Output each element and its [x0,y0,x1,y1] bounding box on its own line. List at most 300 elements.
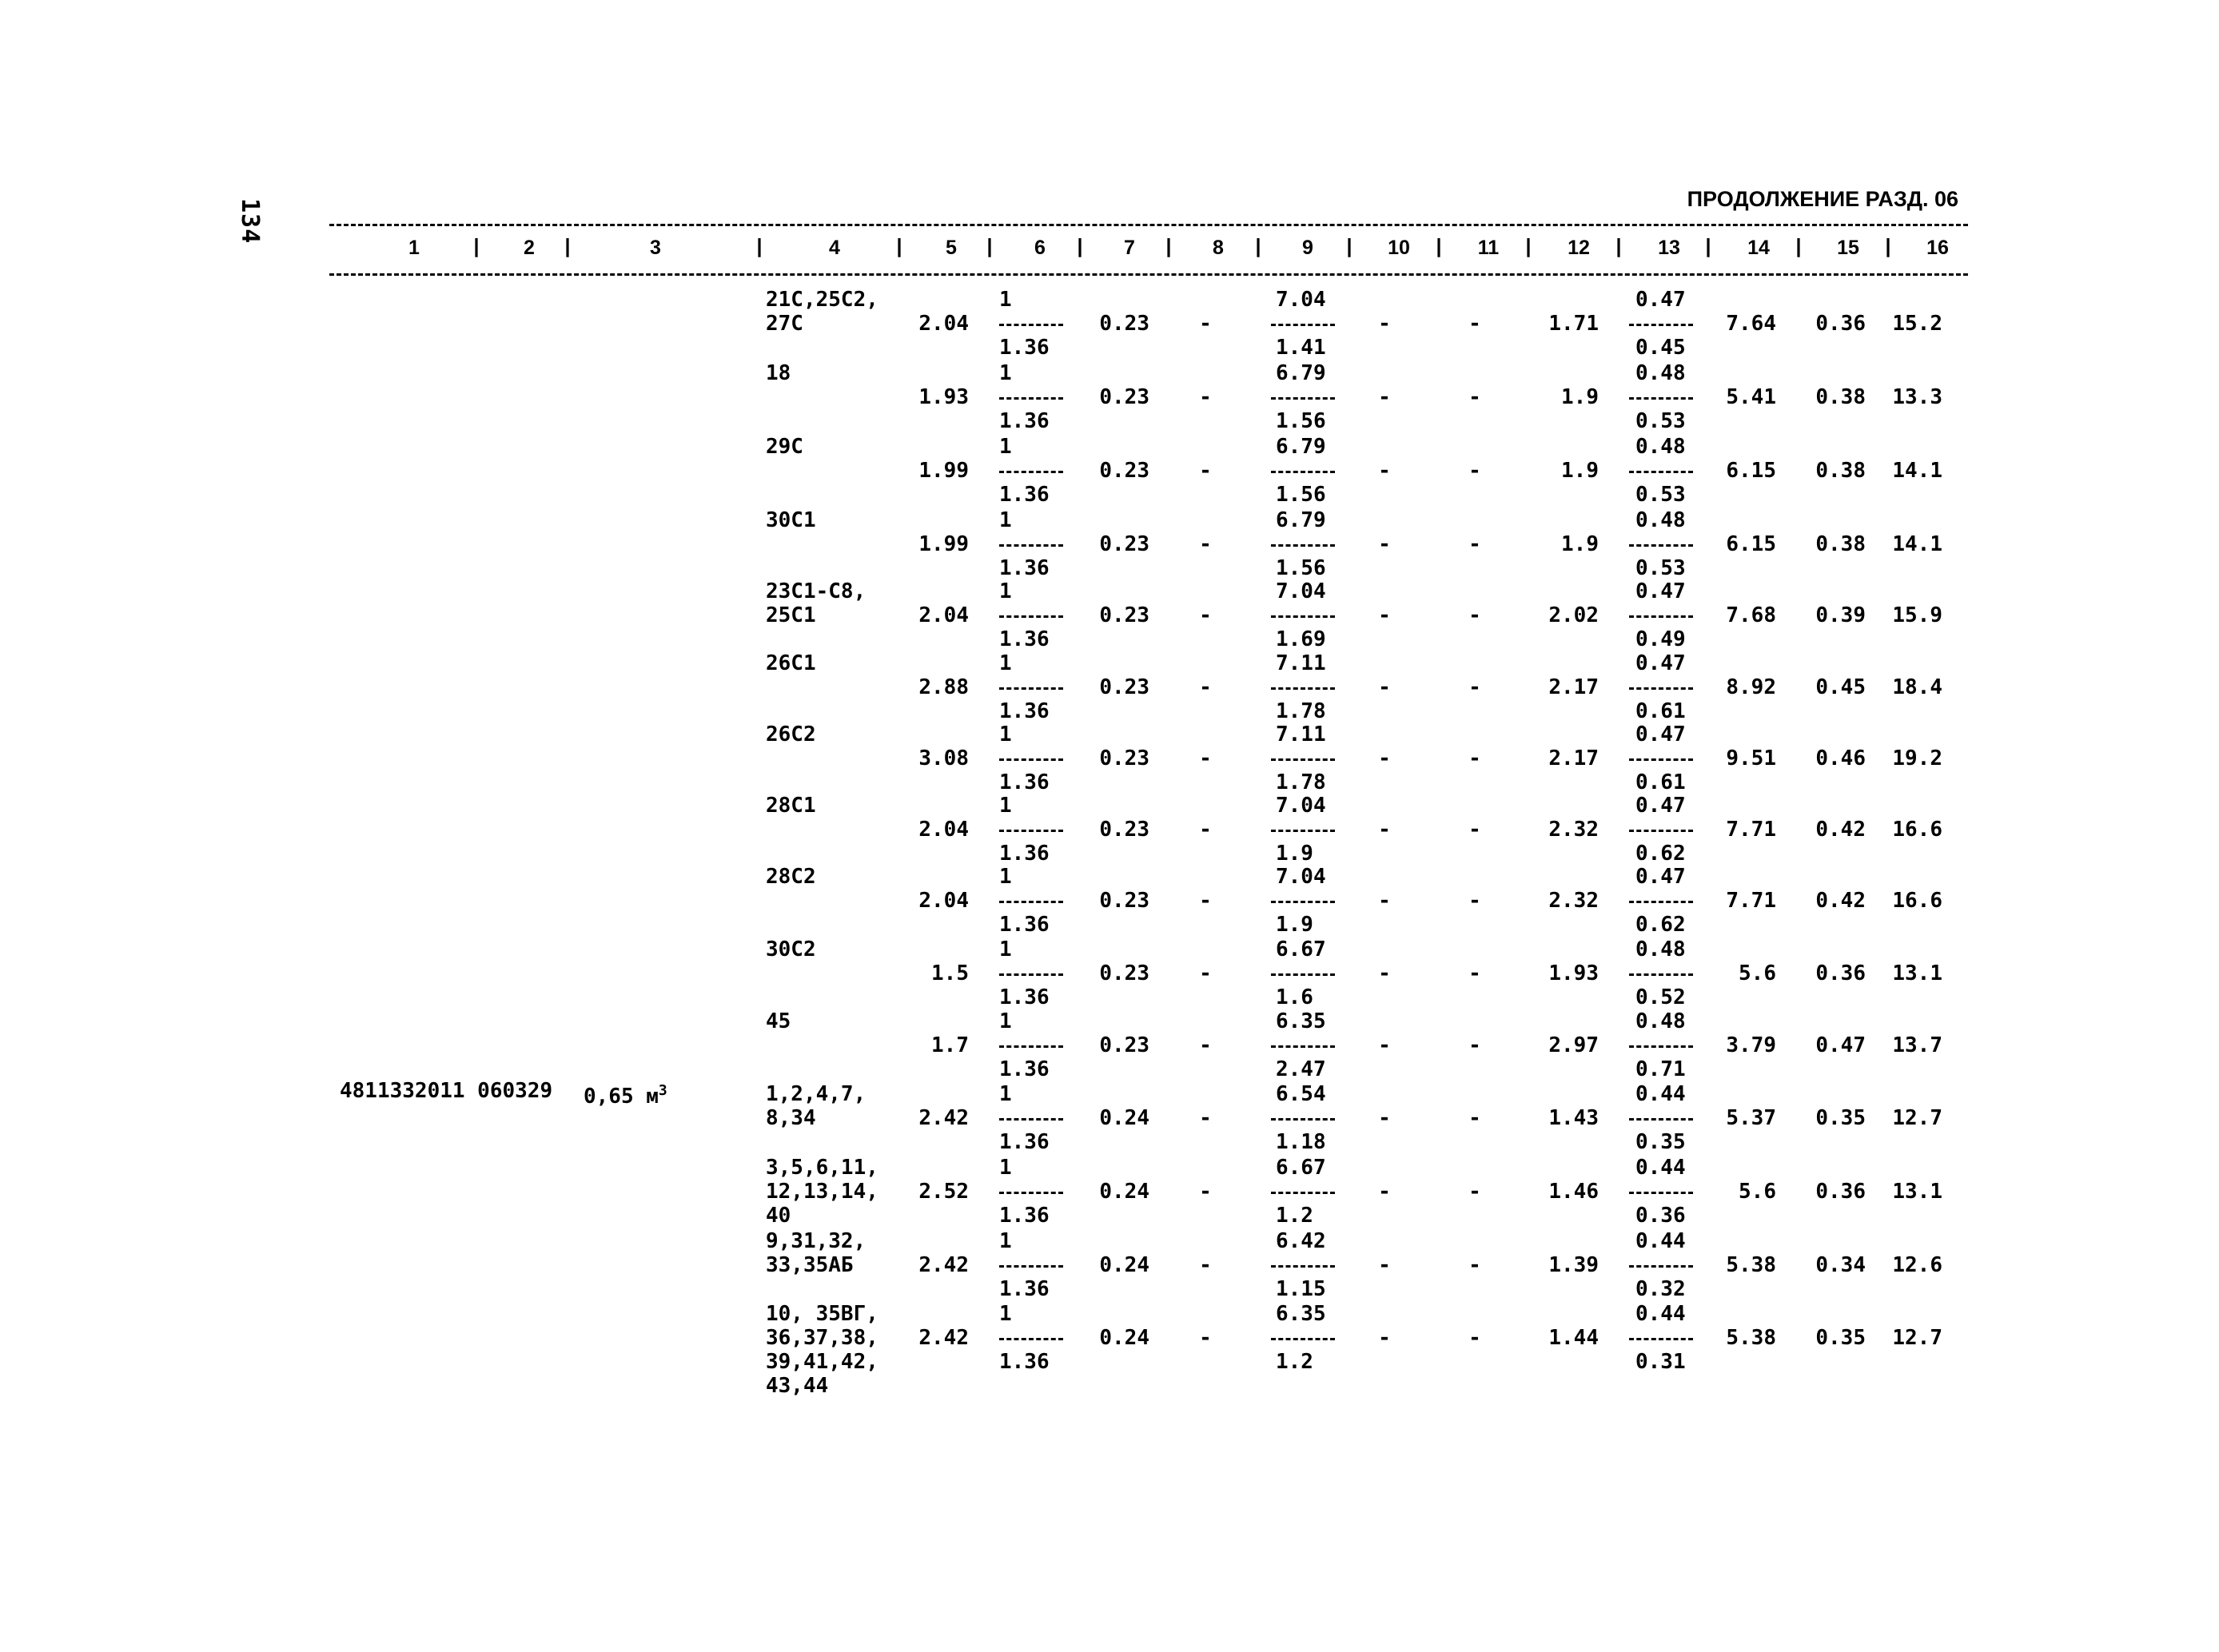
col5-value: 1.93 [918,385,969,409]
col13-numerator: 0.47 [1635,288,1686,312]
col6-fraction-bar [999,973,1063,976]
col6-fraction-bar [999,1265,1063,1268]
col4-label: 27С [766,312,803,336]
header-separator: | [1525,235,1532,257]
col13-fraction-bar [1629,1118,1693,1121]
col13-denominator: 0.49 [1635,627,1686,651]
col14-value: 5.6 [1739,961,1776,985]
col9-numerator: 6.79 [1276,435,1326,459]
col5-value: 1.99 [918,532,969,556]
header-col-1: 1 [408,237,420,259]
col10-dash: - [1378,1106,1391,1130]
col6-denominator: 1.36 [999,1277,1050,1301]
col6-numerator: 1 [999,579,1012,603]
header-col-4: 4 [829,237,840,259]
col12-value: 1.9 [1561,532,1599,556]
col9-numerator: 6.54 [1276,1082,1326,1106]
col11-dash: - [1468,675,1481,699]
col16-value: 12.6 [1892,1253,1942,1277]
col9-numerator: 6.42 [1276,1229,1326,1253]
col14-value: 8.92 [1726,675,1776,699]
col6-fraction-bar [999,615,1063,618]
header-separator: | [1346,235,1353,257]
col14-value: 7.68 [1726,603,1776,627]
col6-denominator: 1.36 [999,1130,1050,1154]
header-col-5: 5 [946,237,957,259]
col7-value: 0.23 [1099,603,1149,627]
col10-dash: - [1378,532,1391,556]
col9-denominator: 1.2 [1276,1350,1313,1374]
col13-fraction-bar [1629,1338,1693,1340]
col6-numerator: 1 [999,1009,1012,1033]
col9-fraction-bar [1271,1265,1335,1268]
col12-value: 2.32 [1548,818,1599,842]
col6-fraction-bar [999,901,1063,903]
col4-label: 39,41,42, [766,1350,878,1374]
col4-label: 36,37,38, [766,1326,878,1350]
col9-fraction-bar [1271,1118,1335,1121]
col13-numerator: 0.47 [1635,579,1686,603]
col12-value: 1.46 [1548,1180,1599,1204]
col11-dash: - [1468,532,1481,556]
col11-dash: - [1468,818,1481,842]
col16-value: 16.6 [1892,889,1942,913]
col15-value: 0.42 [1815,818,1866,842]
col14-value: 5.41 [1726,385,1776,409]
col13-numerator: 0.44 [1635,1156,1686,1180]
col6-numerator: 1 [999,723,1012,746]
volume-text: 0,65 м [584,1085,659,1109]
col7-value: 0.24 [1099,1180,1149,1204]
col6-fraction-bar [999,544,1063,547]
col9-denominator: 1.69 [1276,627,1326,651]
header-separator: | [1795,235,1802,257]
col6-numerator: 1 [999,508,1012,532]
col11-dash: - [1468,459,1481,483]
col4-label: 9,31,32, [766,1229,866,1253]
col12-value: 1.44 [1548,1326,1599,1350]
col8-dash: - [1199,603,1212,627]
col13-denominator: 0.71 [1635,1057,1686,1081]
col10-dash: - [1378,675,1391,699]
col14-value: 7.71 [1726,889,1776,913]
header-col-3: 3 [650,237,661,259]
col14-value: 9.51 [1726,746,1776,770]
col9-numerator: 6.67 [1276,937,1326,961]
header-col-12: 12 [1568,237,1590,259]
col8-dash: - [1199,1326,1212,1350]
col7-value: 0.23 [1099,312,1149,336]
header-separator: | [1615,235,1622,257]
header-col-11: 11 [1477,237,1500,259]
col13-denominator: 0.31 [1635,1350,1686,1374]
col15-value: 0.35 [1815,1106,1866,1130]
col7-value: 0.23 [1099,1033,1149,1057]
col9-fraction-bar [1271,544,1335,547]
col9-fraction-bar [1271,901,1335,903]
col16-value: 18.4 [1892,675,1942,699]
col16-value: 13.1 [1892,1180,1942,1204]
col11-dash: - [1468,1253,1481,1277]
col13-numerator: 0.44 [1635,1082,1686,1106]
col13-fraction-bar [1629,687,1693,690]
col7-value: 0.23 [1099,818,1149,842]
col5-value: 2.42 [918,1253,969,1277]
col13-denominator: 0.35 [1635,1130,1686,1154]
col5-value: 2.88 [918,675,969,699]
col10-dash: - [1378,961,1391,985]
col9-fraction-bar [1271,1192,1335,1194]
header-separator: | [564,235,571,257]
col16-value: 13.1 [1892,961,1942,985]
col6-numerator: 1 [999,1156,1012,1180]
col10-dash: - [1378,1253,1391,1277]
col14-value: 5.6 [1739,1180,1776,1204]
col9-fraction-bar [1271,758,1335,761]
col6-denominator: 1.36 [999,1057,1050,1081]
col9-denominator: 2.47 [1276,1057,1326,1081]
col9-denominator: 1.56 [1276,483,1326,507]
col6-fraction-bar [999,1338,1063,1340]
col5-value: 2.52 [918,1180,969,1204]
header-col-16: 16 [1926,237,1949,259]
col8-dash: - [1199,746,1212,770]
col9-fraction-bar [1271,1045,1335,1048]
col6-fraction-bar [999,830,1063,832]
col9-denominator: 1.18 [1276,1130,1326,1154]
col12-value: 1.43 [1548,1106,1599,1130]
col6-denominator: 1.36 [999,985,1050,1009]
col9-numerator: 6.35 [1276,1302,1326,1326]
col8-dash: - [1199,1253,1212,1277]
col10-dash: - [1378,1326,1391,1350]
col15-value: 0.36 [1815,312,1866,336]
col10-dash: - [1378,603,1391,627]
col13-denominator: 0.53 [1635,556,1686,580]
col9-fraction-bar [1271,1338,1335,1340]
col11-dash: - [1468,1326,1481,1350]
col6-fraction-bar [999,758,1063,761]
col6-fraction-bar [999,471,1063,473]
col7-value: 0.23 [1099,961,1149,985]
header-separator: | [986,235,993,257]
col5-value: 1.99 [918,459,969,483]
header-separator: | [1165,235,1172,257]
col4-label: 12,13,14, [766,1180,878,1204]
col9-numerator: 6.79 [1276,361,1326,385]
col4-label: 25С1 [766,603,816,627]
col13-fraction-bar [1629,901,1693,903]
col8-dash: - [1199,889,1212,913]
col9-numerator: 7.04 [1276,794,1326,818]
volume-value [584,1079,667,1109]
col16-value: 12.7 [1892,1326,1942,1350]
col4-label: 18 [766,361,791,385]
header-col-9: 9 [1302,237,1313,259]
col10-dash: - [1378,818,1391,842]
col11-dash: - [1468,603,1481,627]
col15-value: 0.47 [1815,1033,1866,1057]
col15-value: 0.36 [1815,961,1866,985]
col7-value: 0.23 [1099,746,1149,770]
col6-numerator: 1 [999,1302,1012,1326]
col16-value: 16.6 [1892,818,1942,842]
col16-value: 13.7 [1892,1033,1942,1057]
col6-denominator: 1.36 [999,336,1050,360]
col8-dash: - [1199,1033,1212,1057]
col12-value: 1.39 [1548,1253,1599,1277]
col4-label: 30С1 [766,508,816,532]
header-col-10: 10 [1388,237,1410,259]
col8-dash: - [1199,961,1212,985]
product-code: 4811332011 060329 [340,1079,553,1103]
col9-denominator: 1.15 [1276,1277,1326,1301]
header-separator: | [473,235,480,257]
col10-dash: - [1378,385,1391,409]
header-col-13: 13 [1658,237,1680,259]
col9-fraction-bar [1271,615,1335,618]
col5-value: 2.04 [918,603,969,627]
col13-denominator: 0.52 [1635,985,1686,1009]
col11-dash: - [1468,961,1481,985]
col13-fraction-bar [1629,973,1693,976]
col13-numerator: 0.47 [1635,651,1686,675]
col13-denominator: 0.36 [1635,1204,1686,1228]
col5-value: 3.08 [918,746,969,770]
col14-value: 7.71 [1726,818,1776,842]
col13-denominator: 0.53 [1635,483,1686,507]
col15-value: 0.35 [1815,1326,1866,1350]
col13-fraction-bar [1629,1265,1693,1268]
col6-numerator: 1 [999,1082,1012,1106]
col16-value: 12.7 [1892,1106,1942,1130]
volume-exponent: 3 [658,1082,667,1099]
col8-dash: - [1199,532,1212,556]
col4-label: 26С2 [766,723,816,746]
col15-value: 0.42 [1815,889,1866,913]
col14-value: 6.15 [1726,532,1776,556]
col4-label: 28С1 [766,794,816,818]
col16-value: 15.2 [1892,312,1942,336]
col12-value: 1.71 [1548,312,1599,336]
col7-value: 0.23 [1099,532,1149,556]
col9-fraction-bar [1271,397,1335,400]
col8-dash: - [1199,1106,1212,1130]
col4-label: 33,35АБ [766,1253,854,1277]
col7-value: 0.24 [1099,1106,1149,1130]
col14-value: 5.38 [1726,1253,1776,1277]
header-separator: | [1077,235,1083,257]
col10-dash: - [1378,746,1391,770]
header-col-6: 6 [1034,237,1046,259]
header-separator: | [1885,235,1891,257]
col16-value: 19.2 [1892,746,1942,770]
header-col-2: 2 [524,237,535,259]
col13-fraction-bar [1629,758,1693,761]
col5-value: 2.42 [918,1106,969,1130]
col5-value: 1.5 [931,961,969,985]
col13-denominator: 0.61 [1635,770,1686,794]
col9-fraction-bar [1271,687,1335,690]
col13-numerator: 0.47 [1635,865,1686,889]
col14-value: 5.37 [1726,1106,1776,1130]
col5-value: 2.04 [918,312,969,336]
col13-numerator: 0.47 [1635,794,1686,818]
col12-value: 2.97 [1548,1033,1599,1057]
col9-numerator: 7.11 [1276,651,1326,675]
header-col-8: 8 [1213,237,1224,259]
col15-value: 0.34 [1815,1253,1866,1277]
col6-denominator: 1.36 [999,699,1050,723]
header-separator: | [1255,235,1261,257]
header-col-14: 14 [1747,237,1770,259]
col7-value: 0.23 [1099,889,1149,913]
col12-value: 2.02 [1548,603,1599,627]
col6-fraction-bar [999,324,1063,326]
col14-value: 5.38 [1726,1326,1776,1350]
col14-value: 6.15 [1726,459,1776,483]
table-header-rule [329,273,1968,276]
col9-fraction-bar [1271,324,1335,326]
col11-dash: - [1468,385,1481,409]
col9-denominator: 1.9 [1276,842,1313,866]
col6-denominator: 1.36 [999,556,1050,580]
col6-numerator: 1 [999,937,1012,961]
col11-dash: - [1468,1033,1481,1057]
col6-fraction-bar [999,1192,1063,1194]
col13-fraction-bar [1629,397,1693,400]
col6-numerator: 1 [999,1229,1012,1253]
col4-label: 10, 35ВГ, [766,1302,878,1326]
col6-numerator: 1 [999,288,1012,312]
col6-denominator: 1.36 [999,409,1050,433]
col9-numerator: 7.11 [1276,723,1326,746]
col5-value: 2.04 [918,818,969,842]
col13-fraction-bar [1629,1045,1693,1048]
col13-fraction-bar [1629,324,1693,326]
col15-value: 0.38 [1815,385,1866,409]
col4-label: 8,34 [766,1106,816,1130]
col7-value: 0.23 [1099,385,1149,409]
col13-numerator: 0.48 [1635,508,1686,532]
col9-denominator: 1.9 [1276,913,1313,937]
col13-fraction-bar [1629,1192,1693,1194]
col6-fraction-bar [999,1045,1063,1048]
col10-dash: - [1378,1180,1391,1204]
col8-dash: - [1199,312,1212,336]
col16-value: 13.3 [1892,385,1942,409]
col9-numerator: 6.35 [1276,1009,1326,1033]
col8-dash: - [1199,459,1212,483]
col6-denominator: 1.36 [999,913,1050,937]
col4-label: 21С,25С2, [766,288,878,312]
col5-value: 2.04 [918,889,969,913]
col9-denominator: 1.6 [1276,985,1313,1009]
col9-denominator: 1.56 [1276,409,1326,433]
col9-denominator: 1.2 [1276,1204,1313,1228]
page-number: 134 [236,198,264,245]
col13-denominator: 0.32 [1635,1277,1686,1301]
col7-value: 0.24 [1099,1253,1149,1277]
table-top-rule [329,224,1968,226]
header-separator: | [1436,235,1442,257]
col9-fraction-bar [1271,830,1335,832]
header-separator: | [756,235,763,257]
col13-numerator: 0.44 [1635,1302,1686,1326]
header-separator: | [1705,235,1711,257]
col12-value: 2.32 [1548,889,1599,913]
col6-numerator: 1 [999,865,1012,889]
col13-fraction-bar [1629,615,1693,618]
col6-numerator: 1 [999,435,1012,459]
col4-label: 26С1 [766,651,816,675]
col15-value: 0.46 [1815,746,1866,770]
col11-dash: - [1468,1106,1481,1130]
col4-label: 23С1-С8, [766,579,866,603]
col4-label: 45 [766,1009,791,1033]
col4-label: 30С2 [766,937,816,961]
col9-denominator: 1.41 [1276,336,1326,360]
col7-value: 0.23 [1099,675,1149,699]
col15-value: 0.36 [1815,1180,1866,1204]
col4-label: 40 [766,1204,791,1228]
col4-label: 28С2 [766,865,816,889]
col13-denominator: 0.62 [1635,913,1686,937]
col16-value: 14.1 [1892,459,1942,483]
col13-numerator: 0.48 [1635,937,1686,961]
col15-value: 0.39 [1815,603,1866,627]
header-col-15: 15 [1837,237,1859,259]
col10-dash: - [1378,459,1391,483]
col13-numerator: 0.47 [1635,723,1686,746]
col12-value: 2.17 [1548,746,1599,770]
col10-dash: - [1378,1033,1391,1057]
col15-value: 0.38 [1815,532,1866,556]
col12-value: 1.9 [1561,385,1599,409]
col5-value: 1.7 [931,1033,969,1057]
col12-value: 1.9 [1561,459,1599,483]
col9-fraction-bar [1271,973,1335,976]
col6-fraction-bar [999,687,1063,690]
col13-denominator: 0.45 [1635,336,1686,360]
col6-denominator: 1.36 [999,1350,1050,1374]
col8-dash: - [1199,385,1212,409]
col13-numerator: 0.48 [1635,361,1686,385]
col6-numerator: 1 [999,651,1012,675]
col9-denominator: 1.78 [1276,770,1326,794]
col13-fraction-bar [1629,544,1693,547]
col13-denominator: 0.61 [1635,699,1686,723]
col15-value: 0.45 [1815,675,1866,699]
col14-value: 7.64 [1726,312,1776,336]
col9-numerator: 6.79 [1276,508,1326,532]
col6-denominator: 1.36 [999,627,1050,651]
col11-dash: - [1468,746,1481,770]
col4-label: 3,5,6,11, [766,1156,878,1180]
col13-fraction-bar [1629,830,1693,832]
col6-denominator: 1.36 [999,842,1050,866]
col9-numerator: 7.04 [1276,865,1326,889]
col11-dash: - [1468,889,1481,913]
col6-denominator: 1.36 [999,770,1050,794]
col11-dash: - [1468,312,1481,336]
col9-numerator: 7.04 [1276,288,1326,312]
col13-numerator: 0.48 [1635,435,1686,459]
col13-fraction-bar [1629,471,1693,473]
col6-fraction-bar [999,397,1063,400]
col12-value: 1.93 [1548,961,1599,985]
col13-denominator: 0.53 [1635,409,1686,433]
